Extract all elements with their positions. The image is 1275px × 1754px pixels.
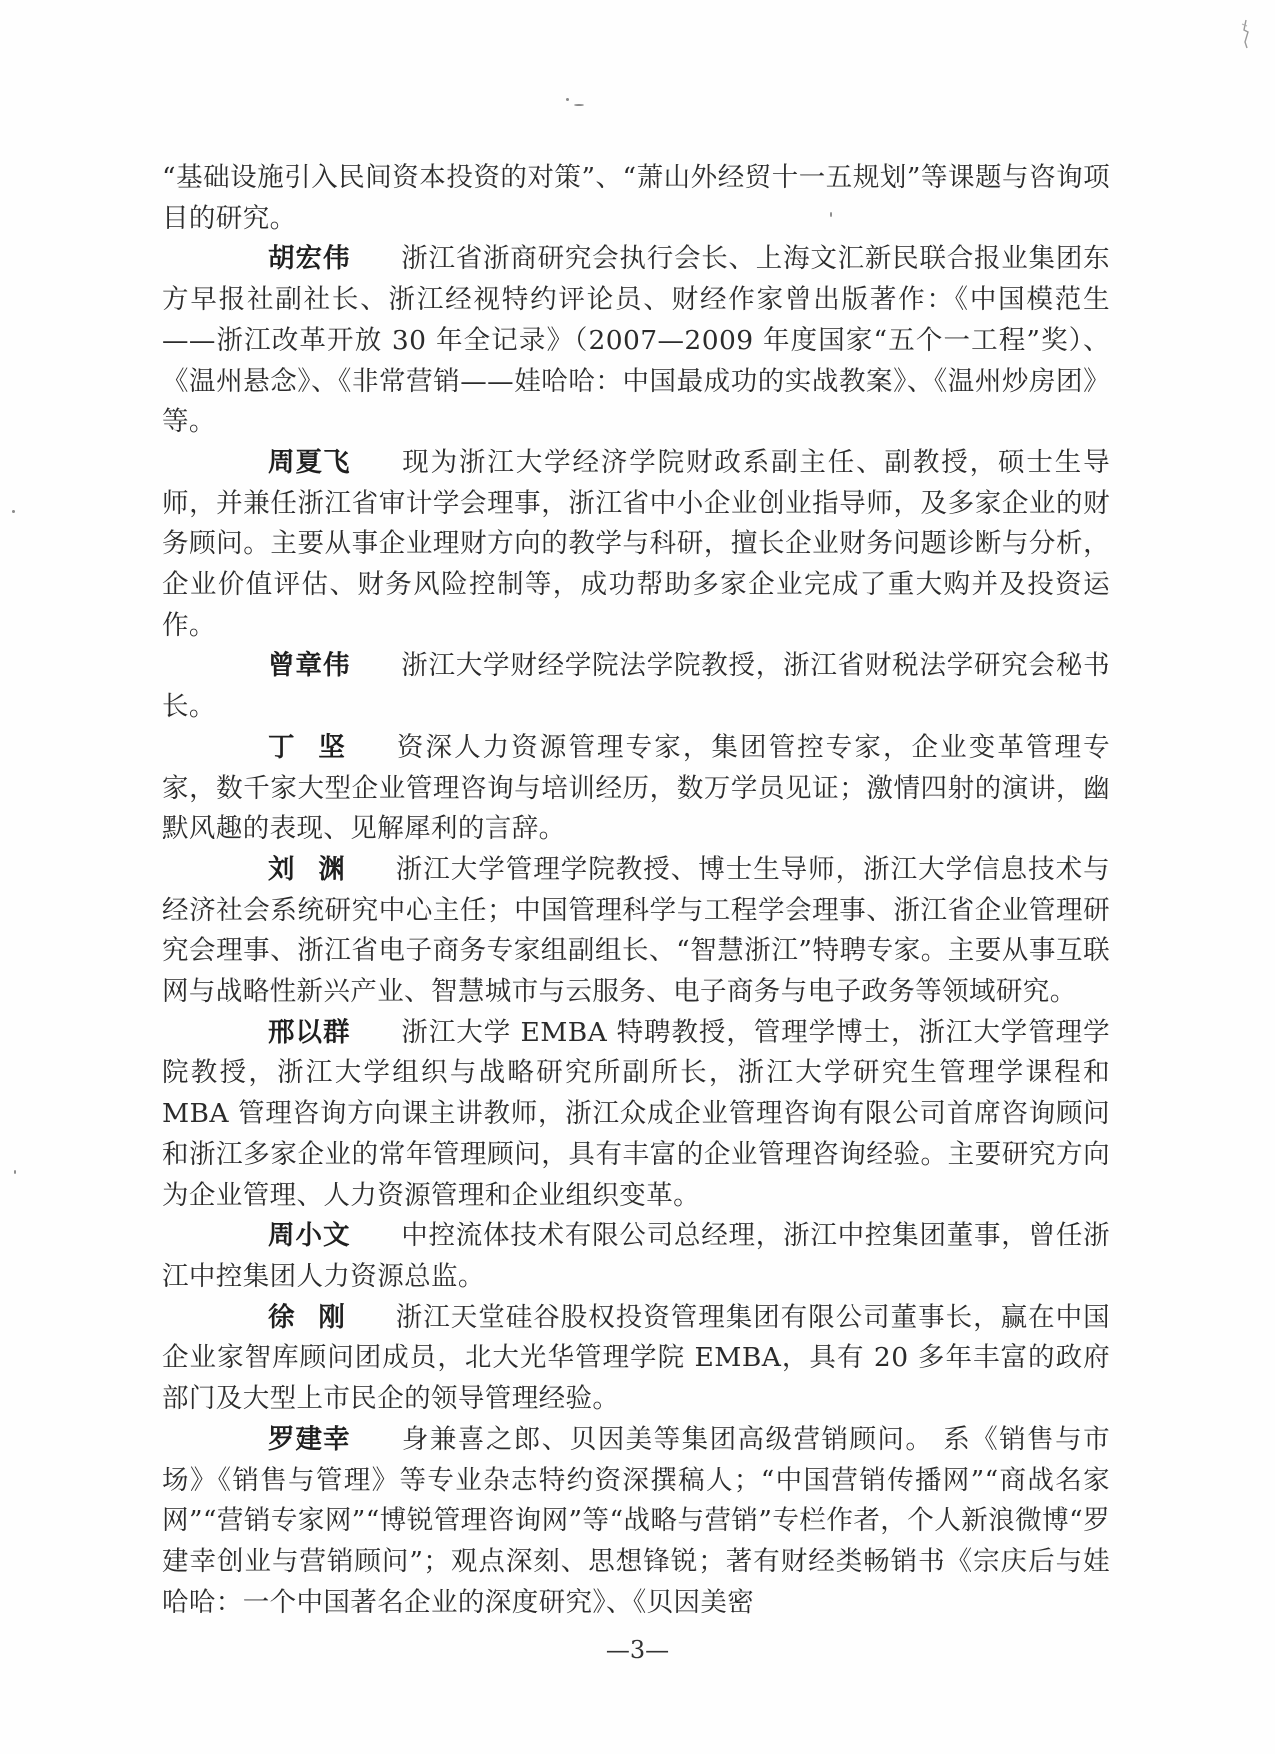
person-name: 曾章伟 [268, 650, 351, 682]
scan-speck [566, 98, 569, 101]
bio-text: 身兼喜之郎、贝因美等集团高级营销顾问。 系《销售与市场》《销售与管理》等专业杂志特约资深撰稿人；“中国营销传播网”“商战名家网”“营销专家网”“博锐管理咨询网”等“战略与营销”专栏作者，个人新浪微博“罗建幸创业与营销顾问”；观点深刻、思想锋锐；著有财经类畅销书《宗庆后与娃哈哈：一个中国著名企业的深度研究》、《贝因美密 [162, 1423, 1110, 1618]
person-name: 周夏飞 [268, 446, 351, 478]
scan-speck [12, 510, 15, 513]
bio-text: 现为浙江大学经济学院财政系副主任、副教授，硕士生导师，并兼任浙江省审计学会理事，浙江省中小企业创业指导师，及多家企业的财务顾问。主要从事企业理财方向的教学与科研，擅长企业财务问题诊断与分析，企业价值评估、财务风险控制等，成功帮助多家企业完成了重大购并及投资运作。 [162, 446, 1110, 641]
person-name: 刘渊 [268, 853, 369, 885]
scan-mark-icon [1239, 18, 1253, 58]
bio-text: 浙江天堂硅谷股权投资管理集团有限公司董事长，赢在中国企业家智库顾问团成员，北大光华管理学院 EMBA，具有 20 多年丰富的政府部门及大型上市民企的领导管理经验。 [162, 1301, 1110, 1415]
page-number: —3— [605, 1636, 670, 1664]
bio-entry [162, 646, 1110, 727]
person-name: 邢以群 [268, 1016, 351, 1048]
person-name: 徐刚 [268, 1301, 369, 1333]
bio-entry [162, 728, 1110, 850]
person-name: 丁坚 [268, 731, 369, 763]
bio-text: 中控流体技术有限公司总经理，浙江中控集团董事，曾任浙江中控集团人力资源总监。 [162, 1220, 1110, 1292]
scan-speck [14, 1170, 16, 1174]
person-name: 周小文 [268, 1220, 351, 1252]
document-body [162, 158, 1110, 1623]
bio-entry [162, 1298, 1110, 1420]
person-name: 罗建幸 [268, 1423, 351, 1455]
bio-entry [162, 239, 1110, 443]
bio-entry [162, 1013, 1110, 1217]
bio-text: 浙江大学管理学院教授、博士生导师，浙江大学信息技术与经济社会系统研究中心主任；中国管理科学与工程学会理事、浙江省企业管理研究会理事、浙江省电子商务专家组副组长、“智慧浙江”特聘专家。主要从事互联网与战略性新兴产业、智慧城市与云服务、电子商务与电子政务等领域研究。 [162, 853, 1110, 1008]
bio-entry [162, 1216, 1110, 1297]
scan-speck [574, 104, 584, 106]
bio-entry [162, 443, 1110, 647]
bio-text: 浙江省浙商研究会执行会长、上海文汇新民联合报业集团东方早报社副社长、浙江经视特约评论员、财经作家曾出版著作：《中国模范生——浙江改革开放 30 年全记录》（2007—2009 年度国家“五个一工程”奖）、《温州悬念》、《非常营销——娃哈哈：中国最成功的实战教案》、《温州炒房团》等。 [162, 243, 1110, 438]
bio-text: 资深人力资源管理专家，集团管控专家，企业变革管理专家，数千家大型企业管理咨询与培训经历，数万学员见证；激情四射的演讲，幽默风趣的表现、见解犀利的言辞。 [162, 731, 1110, 845]
intro-paragraph: “基础设施引入民间资本投资的对策”、“萧山外经贸十一五规划”等课题与咨询项目的研究。 [162, 162, 1110, 234]
bio-entry [162, 850, 1110, 1013]
person-name: 胡宏伟 [268, 243, 351, 275]
bio-text: 浙江大学财经学院法学院教授，浙江省财税法学研究会秘书长。 [162, 650, 1110, 723]
bio-entry [162, 1420, 1110, 1624]
bio-text: 浙江大学 EMBA 特聘教授，管理学博士，浙江大学管理学院教授，浙江大学组织与战略研究所副所长，浙江大学研究生管理学课程和 MBA 管理咨询方向课主讲教师，浙江众成企业管理咨询有限公司首席咨询顾问和浙江多家企业的常年管理顾问，具有丰富的企业管理咨询经验。主要研究方向为企业管理、人力资源管理和企业组织变革。 [162, 1016, 1110, 1211]
